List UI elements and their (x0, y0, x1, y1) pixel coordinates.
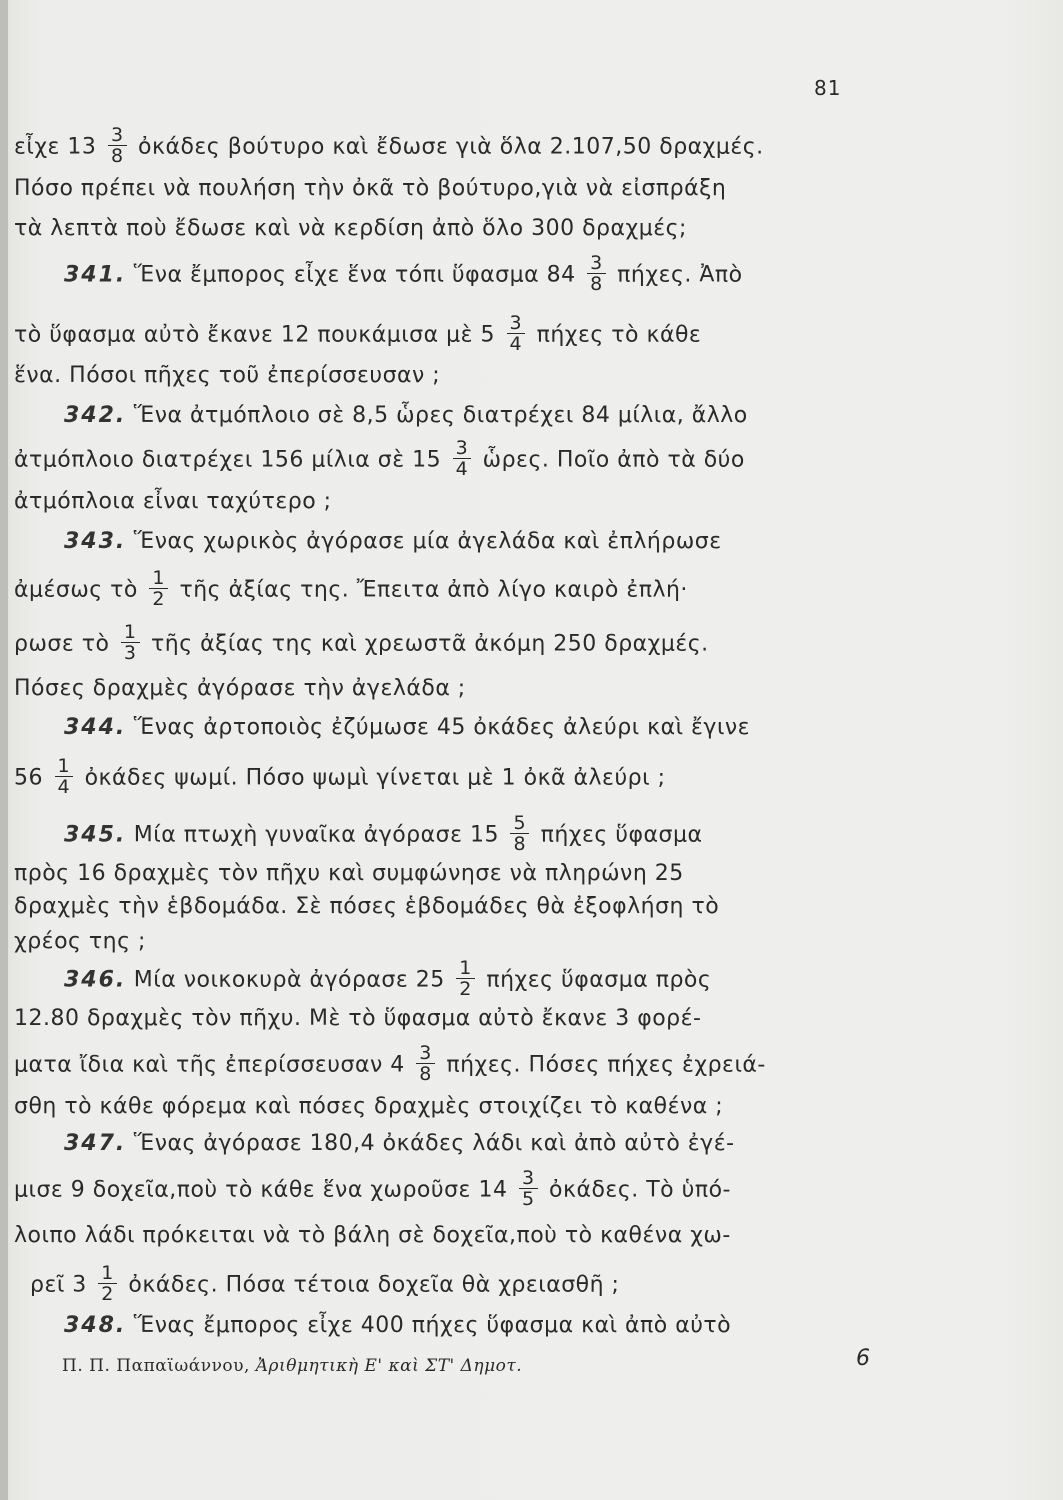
numerator: 5 (510, 813, 529, 834)
denominator: 4 (455, 458, 469, 480)
text: ὀκάδες. Τὸ ὑπό- (549, 1177, 731, 1203)
fraction (519, 1168, 538, 1209)
text: ὧρες. Ποῖο ἀπὸ τὰ δύο (482, 447, 745, 473)
fraction (98, 1263, 117, 1304)
text: ἀμέσως τὸ (14, 577, 138, 603)
text-line (14, 215, 687, 243)
text: λοιπο λάδι πρόκειται νὰ τὸ βάλη σὲ δοχεῖα,ποὺ τὸ καθένα χω- (14, 1223, 731, 1248)
numerator: 1 (98, 1263, 117, 1284)
denominator: 5 (521, 1188, 535, 1210)
numerator: 3 (507, 313, 526, 334)
text-line (14, 312, 702, 356)
signature-mark: 6 (856, 1346, 870, 1371)
fraction (416, 1043, 435, 1084)
text: πήχες. Ἀπὸ (617, 262, 743, 288)
text: Ἕνας ἀγόρασε 180,4 ὀκάδες λάδι καὶ ἀπὸ αὐτὸ ἐγέ- (133, 1131, 735, 1156)
problem-number: 348. (64, 1313, 127, 1338)
denominator: 2 (152, 588, 165, 610)
numerator: 3 (519, 1168, 538, 1189)
fraction (456, 958, 475, 999)
text: ἕνα. Πόσοι πῆχες τοῦ ἐπερίσσευσαν ; (14, 363, 441, 388)
problem-number: 346. (64, 967, 127, 993)
text-line (14, 175, 726, 203)
denominator: 4 (57, 776, 71, 798)
problem-number: 343. (64, 529, 127, 554)
problem-346-line (64, 957, 712, 1001)
text: τὰ λεπτὰ ποὺ ἔδωσε καὶ νὰ κερδίση ἀπὸ ὅλο 300 δραχμές; (14, 216, 687, 241)
text: ὀκάδες. Πόσα τέτοια δοχεῖα θὰ χρειασθῆ ; (128, 1272, 620, 1298)
denominator: 8 (110, 145, 124, 167)
text-line (14, 1005, 701, 1033)
fraction (507, 313, 526, 354)
text: Πόσο πρέπει νὰ πουλήση τὴν ὀκᾶ τὸ βούτυρο,γιὰ νὰ εἰσπράξη (14, 176, 727, 201)
numerator: 3 (453, 438, 472, 459)
text: τὸ ὕφασμα αὐτὸ ἔκανε 12 πουκάμισα μὲ 5 (14, 322, 495, 348)
text: Μία πτωχὴ γυναῖκα ἀγόρασε 15 (133, 822, 499, 848)
problem-345-line (64, 812, 703, 856)
fraction (149, 568, 168, 609)
problem-number: 345. (64, 822, 127, 848)
text: ματα ἴδια καὶ τῆς ἐπερίσσευσαν 4 (14, 1052, 405, 1078)
denominator: 8 (590, 273, 603, 295)
text-line (14, 1167, 731, 1211)
problem-number: 341. (64, 262, 127, 288)
text: μισε 9 δοχεῖα,ποὺ τὸ κάθε ἕνα χωροῦσε 14 (14, 1177, 508, 1203)
text-line (14, 362, 440, 390)
problem-347-line (64, 1130, 735, 1158)
text: σθη τὸ κάθε φόρεμα καὶ πόσες δραχμὲς στοιχίζει τὸ καθένα ; (14, 1094, 724, 1119)
page-edge-shadow (0, 0, 8, 1500)
denominator: 3 (123, 642, 137, 664)
text: ὀκάδες βούτυρο καὶ ἔδωσε γιὰ ὅλα 2.107,50 δραχμές. (138, 134, 764, 160)
text-line (14, 437, 745, 481)
text-line (14, 1042, 766, 1086)
text: 12.80 δραχμὲς τὸν πῆχυ. Μὲ τὸ ὕφασμα αὐτὸ ἔκανε 3 φορέ- (14, 1006, 702, 1031)
fraction (453, 438, 472, 479)
problem-348-line (64, 1312, 731, 1340)
numerator: 1 (456, 958, 475, 979)
numerator: 1 (121, 622, 140, 643)
denominator: 8 (513, 833, 527, 855)
text: χρέος της ; (14, 929, 146, 954)
text-line (14, 675, 466, 703)
problem-341-line (64, 252, 743, 296)
numerator: 1 (149, 568, 168, 589)
text: πήχες ὕφασμα (540, 822, 703, 848)
text: πήχες. Πόσες πήχες ἐχρειά- (446, 1052, 766, 1078)
text-line (14, 488, 332, 516)
text-line (14, 860, 684, 888)
text-line (14, 755, 666, 799)
text: Ἕνα ἔμπορος εἶχε ἕνα τόπι ὕφασμα 84 (133, 262, 576, 288)
text: πήχες ὕφασμα πρὸς (486, 967, 712, 993)
problem-number: 344. (64, 715, 127, 740)
denominator: 4 (509, 333, 523, 355)
text: δραχμὲς τὴν ἑβδομάδα. Σὲ πόσες ἑβδομάδες θὰ ἐξοφλήση τὸ (14, 894, 720, 919)
denominator: 2 (101, 1283, 114, 1305)
problem-number: 347. (64, 1131, 127, 1156)
numerator: 3 (587, 253, 606, 274)
text: Ἕνας ἀρτοποιὸς ἐζύμωσε 45 ὀκάδες ἀλεύρι καὶ ἔγινε (133, 715, 751, 740)
text: τῆς ἀξίας της. Ἔπειτα ἀπὸ λίγο καιρὸ ἐπλή· (179, 577, 688, 603)
denominator: 8 (419, 1063, 432, 1085)
text-line (14, 1222, 731, 1250)
text-line (14, 621, 709, 665)
text: Ἕνας χωρικὸς ἀγόρασε μία ἀγελάδα καὶ ἐπλήρωσε (133, 529, 722, 554)
fraction (587, 253, 606, 294)
text-line (14, 1093, 723, 1121)
fraction (510, 813, 529, 854)
text: ἀτμόπλοιο διατρέχει 156 μίλια σὲ 15 (14, 447, 442, 473)
text: πήχες τὸ κάθε (536, 322, 702, 348)
footer-credit (62, 1356, 522, 1376)
text: Ἕνα ἀτμόπλοιο σὲ 8,5 ὧρες διατρέχει 84 μίλια, ἄλλο (133, 403, 748, 428)
text: Μία νοικοκυρὰ ἀγόρασε 25 (133, 967, 445, 993)
text: εἶχε 13 (14, 134, 97, 160)
fraction (121, 622, 140, 663)
numerator: 3 (108, 125, 127, 146)
numerator: 1 (55, 756, 74, 777)
text-line (14, 928, 146, 956)
text: 56 (14, 765, 43, 791)
problem-343-line (64, 528, 722, 556)
text: ρεῖ 3 (30, 1272, 87, 1298)
problem-number: 342. (64, 403, 127, 428)
footer-title: Ἀριθμητικὴ Ε' καὶ ΣΤ' Δημοτ. (255, 1356, 523, 1376)
text: ἀτμόπλοια εἶναι ταχύτερο ; (14, 489, 332, 514)
problem-344-line (64, 714, 750, 742)
footer-author: Π. Π. Παπαϊωάννου, (62, 1356, 250, 1376)
fraction (55, 756, 74, 797)
text: Πόσες δραχμὲς ἀγόρασε τὴν ἀγελάδα ; (14, 676, 466, 701)
text: Ἕνας ἔμπορος εἶχε 400 πήχες ὕφασμα καὶ ἀπὸ αὐτὸ (133, 1313, 732, 1338)
text: τῆς ἀξίας της καὶ χρεωστᾶ ἀκόμη 250 δραχμές. (151, 631, 709, 657)
text: πρὸς 16 δραχμὲς τὸν πῆχυ καὶ συμφώνησε νὰ πληρώνη 25 (14, 861, 684, 886)
denominator: 2 (459, 978, 472, 1000)
text: ὀκάδες ψωμί. Πόσο ψωμὶ γίνεται μὲ 1 ὀκᾶ ἀλεύρι ; (84, 765, 666, 791)
text-line (30, 1262, 620, 1306)
fraction (108, 125, 127, 166)
text-line (14, 893, 719, 921)
page-number: 81 (814, 76, 842, 100)
problem-342-line (64, 402, 748, 430)
text: ρωσε τὸ (14, 631, 110, 657)
numerator: 3 (416, 1043, 435, 1064)
text-line (14, 124, 764, 168)
text-line (14, 567, 688, 611)
